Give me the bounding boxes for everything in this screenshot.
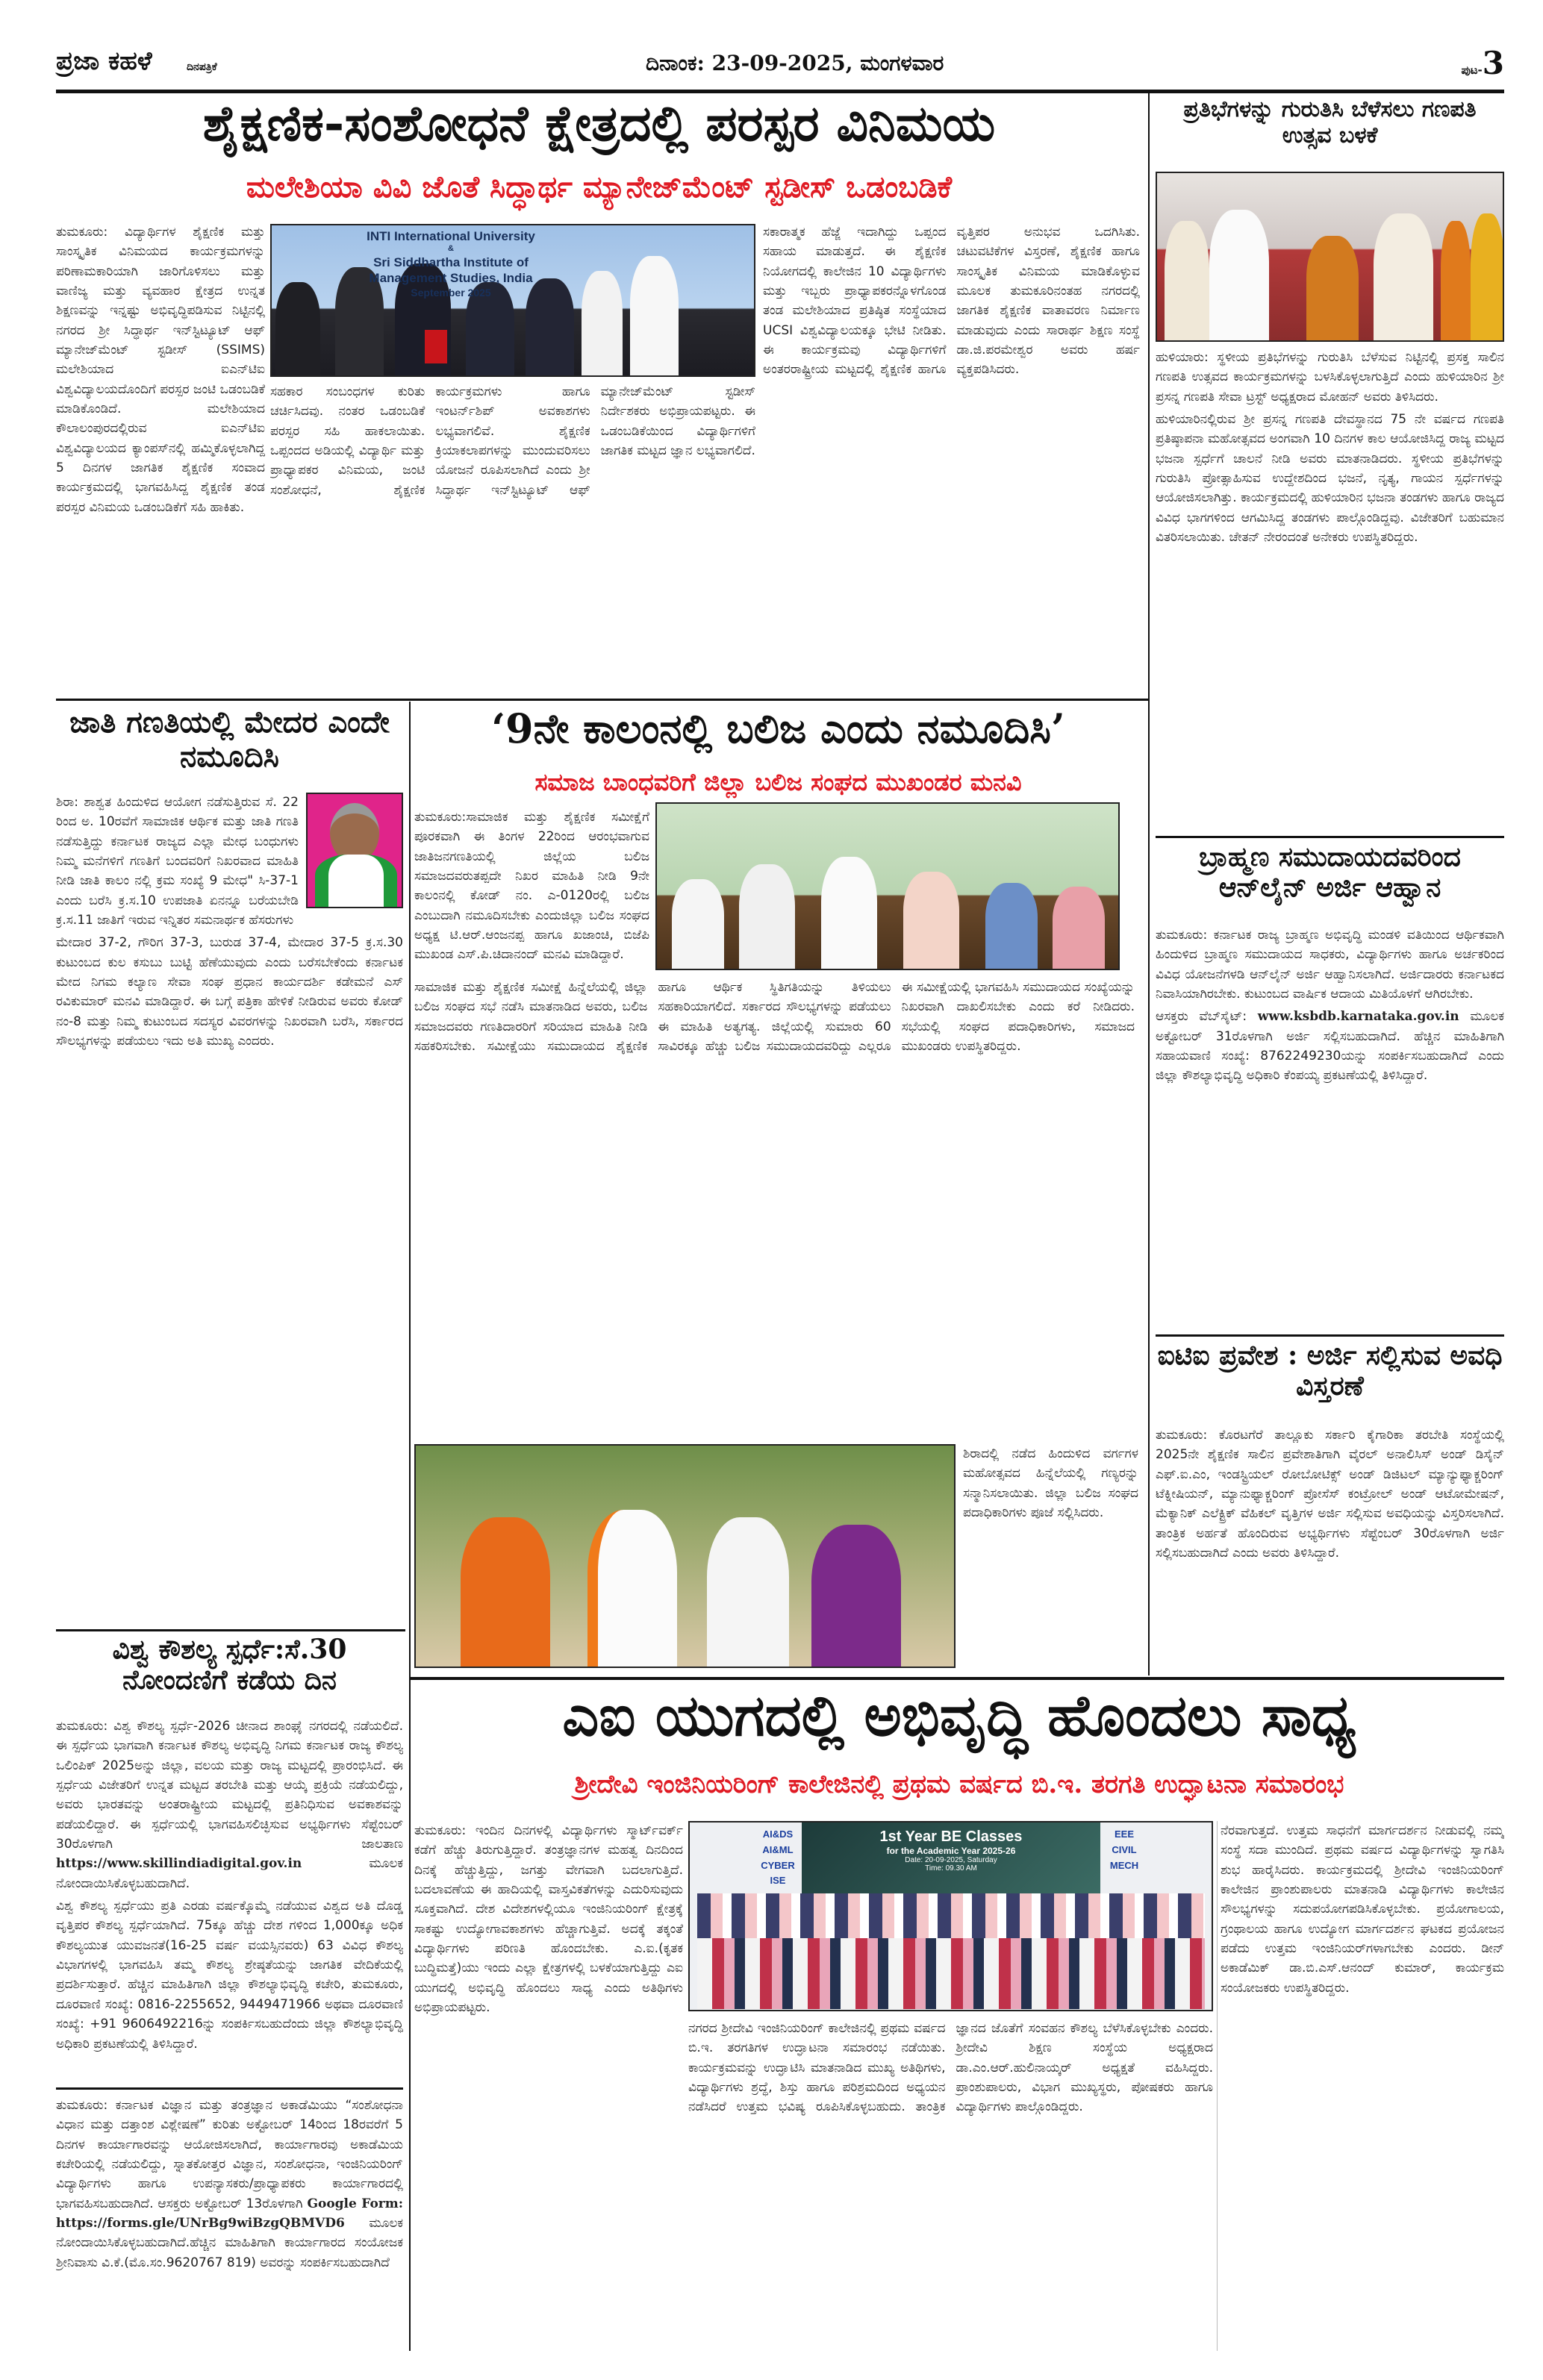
paragraph: ಮೇದಾರ 37-2, ಗೌರಿಗ 37-3, ಬುರುಡ 37-4, ಮೇದಾರ 37-5 ಕ್ರ.ಸ.30 ಕುಟುಂಬದ ಕುಲ ಕಸುಬು ಬುಟ್ಟಿ ಹೆಣೆಯುವುದು ಎಂದು ಬರೆಸಬೇಕೆಂದು ಕರ್ನಾಟಕ ಮೇದ ನಿಗಮ ಕಲ್ಯಾಣ ಸೇವಾ ಸಂಘ ಪ್ರಧಾನ ಕಾರ್ಯದರ್ಶಿ ಕಡೇಮನೆ ಎಸ್ ರವಿಕುಮಾರ್ ಮನವಿ ಮಾಡಿದ್ದಾರೆ. ಈ ಬಗ್ಗೆ ಪತ್ರಿಕಾ ಹೇಳಿಕೆ ನೀಡಿರುವ ಅವರು ಕೋಡ್ ನಂ-8 ಮತ್ತು ನಿಮ್ಮ ಕುಟುಂಬದ ಸದಸ್ಯರ ವಿವರಗಳನ್ನು ನಿಖರವಾಗಿ ಬರೆಸಿ, ಸರ್ಕಾರದ ಸೌಲಭ್ಯಗಳನ್ನು ಪಡೆಯಲು ಇದು ಅತಿ ಮುಖ್ಯ ಎಂದರು. xyxy=(56,935,403,1049)
workshop-body xyxy=(56,2096,403,2320)
paragraph: ಹುಳಿಯಾರಿನಲ್ಲಿರುವ ಶ್ರೀ ಪ್ರಸನ್ನ ಗಣಪತಿ ದೇವಸ್ಥಾನದ 75 ನೇ ವರ್ಷದ ಗಣಪತಿ ಪ್ರತಿಷ್ಠಾಪನಾ ಮಹೋತ್ಸವದ ಅಂಗವಾಗಿ 10 ದಿನಗಳ ಕಾಲ ಆಯೋಜಿಸಿದ್ದ ರಾಜ್ಯ ಮಟ್ಟದ ಭಜನಾ ಸ್ಪರ್ಧೆಗೆ ಚಾಲನೆ ನೀಡಿ ಅವರು ಮಾತನಾಡಿದರು. ಸ್ಥಳೀಯ ಪ್ರತಿಭೆಗಳನ್ನು ಗುರುತಿಸಿ ಪ್ರೋತ್ಸಾಹಿಸುವ ಉದ್ದೇಶದಿಂದ ಭಜನೆ, ನೃತ್ಯ, ಗಾಯನ ಸ್ಪರ್ಧೆಗಳನ್ನು ಆಯೋಜಿಸಲಾಗಿತ್ತು. ಕಾರ್ಯಕ್ರಮದಲ್ಲಿ ಹುಳಿಯಾರಿನ ಭಜನಾ ತಂಡಗಳು ಹಾಗೂ ರಾಜ್ಯದ ವಿವಿಧ ಭಾಗಗಳಿಂದ ಆಗಮಿಸಿದ್ದ ತಂಡಗಳು ಪಾಲ್ಗೊಂಡಿದ್ದವು. ವಿಜೇತರಿಗೆ ಬಹುಮಾನ ವಿತರಿಸಲಾಯಿತು. ಚೇತನ್ ನೇರಂದಂತೆ ಅನೇಕರು ಉಪಸ್ಥಿತರಿದ್ದರು. xyxy=(1156,412,1504,546)
section-rule xyxy=(56,1629,405,1631)
banner-line: INTI International University xyxy=(367,229,535,243)
column-divider xyxy=(409,702,411,2351)
masthead xyxy=(56,45,1504,93)
masthead-rule xyxy=(56,90,1504,93)
banner-line: Time: 09.30 AM xyxy=(925,1864,977,1873)
section-rule xyxy=(1156,836,1504,838)
ganapati-headline: ಪ್ರತಿಭೆಗಳನ್ನು ಗುರುತಿಸಿ ಬೆಳೆಸಲು ಗಣಪತಿ ಉತ್ಸವ ಬಳಕೆ xyxy=(1183,96,1477,149)
ai-body-3: ನೆರವಾಗುತ್ತದೆ. ಉತ್ತಮ ಸಾಧನೆಗೆ ಮಾರ್ಗದರ್ಶನ ನೀಡುವಲ್ಲಿ ನಮ್ಮ ಸಂಸ್ಥೆ ಸದಾ ಮುಂದಿದೆ. ಪ್ರಥಮ ವರ್ಷದ ವಿದ್ಯಾರ್ಥಿಗಳನ್ನು ಸ್ವಾಗತಿಸಿ ಶುಭ ಹಾರೈಸಿದರು. ಕಾರ್ಯಕ್ರಮದಲ್ಲಿ ಶ್ರೀದೇವಿ ಇಂಜಿನಿಯರಿಂಗ್ ಕಾಲೇಜಿನ ಪ್ರಾಂಶುಪಾಲರು ಮಾತನಾಡಿ ವಿದ್ಯಾರ್ಥಿಗಳು ಕಾಲೇಜಿನ ಸೌಲಭ್ಯಗಳನ್ನು ಸದುಪಯೋಗಪಡಿಸಿಕೊಳ್ಳಬೇಕು. ಪ್ರಯೋಗಾಲಯ, ಗ್ರಂಥಾಲಯ ಹಾಗೂ ಉದ್ಯೋಗ ಮಾರ್ಗದರ್ಶನ ಘಟಕದ ಪ್ರಯೋಜನ ಪಡೆದು ಉತ್ತಮ ಇಂಜಿನಿಯರ್‌ಗಳಾಗಬೇಕು ಎಂದರು. ಡೀನ್ ಅಕಾಡೆಮಿಕ್ ಡಾ.ಬಿ.ಎಸ್.ಆನಂದ್ ಕುಮಾರ್, ಕಾರ್ಯಕ್ರಮ ಸಂಯೋಜಕರು ಉಪಸ್ಥಿತರಿದ್ದರು. xyxy=(1221,1823,1504,1996)
issue-date: ದಿನಾಂಕ: 23-09-2025, ಮಂಗಳವಾರ xyxy=(646,51,944,75)
paragraph: ವಿಶ್ವ ಕೌಶಲ್ಯ ಸ್ಪರ್ಧೆಯು ಪ್ರತಿ ಎರಡು ವರ್ಷಕ್ಕೊಮ್ಮೆ ನಡೆಯುವ ವಿಶ್ವದ ಅತಿ ದೊಡ್ಡ ವೃತ್ತಿಪರ ಕೌಶಲ್ಯ ಸ್ಪರ್ಧೆಯಾಗಿದೆ. 75ಕ್ಕೂ ಹೆಚ್ಚು ದೇಶ ಗಳಿಂದ 1,000ಕ್ಕೂ ಅಧಿಕ ಕೌಶಲ್ಯಯುತ ಯುವಜನತೆ(16-25 ವರ್ಷ ವಯಸ್ಸಿನವರು) 63 ವಿವಿಧ ಕೌಶಲ್ಯ ವಿಭಾಗಗಳಲ್ಲಿ ಭಾಗವಹಿಸಿ ತಮ್ಮ ಕೌಶಲ್ಯ ಶ್ರೇಷ್ಠತೆಯನ್ನು ಜಾಗತಿಕ ವೇದಿಕೆಯಲ್ಲಿ ಪ್ರದರ್ಶಿಸುತ್ತಾರೆ. ಹೆಚ್ಚಿನ ಮಾಹಿತಿಗಾಗಿ ಜಿಲ್ಲಾ ಕೌಶಲ್ಯಾಭಿವೃದ್ಧಿ ಕಚೇರಿ, ತುಮಕೂರು, ದೂರವಾಣಿ ಸಂಖ್ಯೆ: 0816-2255652, 9449471966 ಅಥವಾ ದೂರವಾಣಿ ಸಂಖ್ಯೆ: +91 9606492216ನ್ನು ಸಂಪರ್ಕಿಸಬಹುದೆಂದು ಜಿಲ್ಲಾ ಕೌಶಲ್ಯಾಭಿವೃದ್ಧಿ ಅಧಿಕಾರಿ ಪ್ರಕಟಣೆಯಲ್ಲಿ ತಿಳಿಸಿದ್ದಾರೆ. xyxy=(56,1899,403,2052)
text: ತುಮಕೂರು: ವಿಶ್ವ ಕೌಶಲ್ಯ ಸ್ಪರ್ಧೆ-2026 ಚೀನಾದ ಶಾಂಘೈ ನಗರದಲ್ಲಿ ನಡೆಯಲಿದೆ. ಈ ಸ್ಪರ್ಧೆಯ ಭಾಗವಾಗಿ ಕರ್ನಾಟಕ ಕೌಶಲ್ಯ ಅಭಿವೃದ್ಧಿ ನಿಗಮ ಕರ್ನಾಟಕ ರಾಜ್ಯ ಕೌಶಲ್ಯ ಒಲಿಂಪಿಕ್ 2025ಅನ್ನು ಜಿಲ್ಲಾ, ವಲಯ ಮತ್ತು ರಾಜ್ಯ ಮಟ್ಟದಲ್ಲಿ ಪ್ರಾರಂಭಿಸಿದೆ. ಈ ಸ್ಪರ್ಧೆಯ ವಿಜೇತರಿಗೆ ಉನ್ನತ ಮಟ್ಟದ ತರಬೇತಿ ಮತ್ತು ಆಯ್ಕೆ ಪ್ರಕ್ರಿಯೆ ನಡೆಯಲಿದ್ದು, ಅವರು ಭಾರತವನ್ನು ಅಂತರಾಷ್ಟ್ರೀಯ ಮಟ್ಟದಲ್ಲಿ ಪ್ರತಿನಿಧಿಸುವ ಅವಕಾಶವನ್ನು ಪಡೆಯಲಿದ್ದಾರೆ. ಈ ಸ್ಪರ್ಧೆಯಲ್ಲಿ ಭಾಗವಹಿಸಲಿಚ್ಛಿಸುವ ಅಭ್ಯರ್ಥಿಗಳು ಸೆಪ್ಟೆಂಬರ್ 30ರೊಳಗಾಗಿ ಜಾಲತಾಣ xyxy=(56,1719,403,1852)
section-rule xyxy=(411,1677,1504,1680)
lead-column-3: ಸಕಾರಾತ್ಮಕ ಹೆಜ್ಜೆ ಇದಾಗಿದ್ದು ಒಪ್ಪಂದ ಸಹಾಯ ಮಾಡುತ್ತದೆ. ಈ ಶೈಕ್ಷಣಿಕ ನಿಯೋಗದಲ್ಲಿ ಕಾಲೇಜಿನ 10 ವಿದ್ಯಾರ್ಥಿಗಳು ಮತ್ತು ಇಬ್ಬರು ಪ್ರಾಧ್ಯಾಪಕರನ್ನೊಳಗೊಂಡ ತಂಡ ಮಲೇಶಿಯಾದ ಪ್ರತಿಷ್ಠಿತ ಸಂಸ್ಥೆಯಾದ UCSI ವಿಶ್ವವಿದ್ಯಾಲಯಕ್ಕೂ ಭೇಟಿ ನೀಡಿತು. ಈ ಕಾರ್ಯಕ್ರಮವು ವಿದ್ಯಾರ್ಥಿಗಳಿಗೆ ಅಂತರರಾಷ್ಟ್ರೀಯ ಮಟ್ಟದಲ್ಲಿ ಶೈಕ್ಷಣಿಕ ಹಾಗೂ ವೃತ್ತಿಪರ ಅನುಭವ ಒದಗಿಸಿತು. ಚಟುವಟಿಕೆಗಳ ವಿಸ್ತರಣೆ, ಶೈಕ್ಷಣಿಕ ಹಾಗೂ ಸಾಂಸ್ಕೃತಿಕ ವಿನಿಮಯ ಮಾಡಿಕೊಳ್ಳುವ ಮೂಲಕ ತುಮಕೂರಿನಂತಹ ನಗರದಲ್ಲಿ ಜಾಗತಿಕ ಶೈಕ್ಷಣಿಕ ವಾತಾವರಣ ನಿರ್ಮಾಣ ಮಾಡುವುದು ಎಂದು ಸಾರಾರ್ಥ ಶಿಕ್ಷಣ ಸಂಸ್ಥೆ ಡಾ.ಜಿ.ಪರಮೇಶ್ವರ ಅವರು ಹರ್ಷ ವ್ಯಕ್ತಪಡಿಸಿದರು. xyxy=(763,225,1140,378)
balija-body-2: ಸಾಮಾಜಿಕ ಮತ್ತು ಶೈಕ್ಷಣಿಕ ಸಮೀಕ್ಷೆ ಹಿನ್ನೆಲೆಯಲ್ಲಿ ಜಿಲ್ಲಾ ಬಲಿಜ ಸಂಘದ ಸಭೆ ನಡೆಸಿ ಮಾತನಾಡಿದ ಅವರು, ಬಲಿಜ ಸಮಾಜದವರು ಗಣತಿದಾರರಿಗೆ ಸರಿಯಾದ ಮಾಹಿತಿ ನೀಡಿ ಸಹಕರಿಸಬೇಕು. ಸಮೀಕ್ಷೆಯು ಸಮುದಾಯದ ಶೈಕ್ಷಣಿಕ ಹಾಗೂ ಆರ್ಥಿಕ ಸ್ಥಿತಿಗತಿಯನ್ನು ತಿಳಿಯಲು ಸಹಕಾರಿಯಾಗಲಿದೆ. ಸರ್ಕಾರದ ಸೌಲಭ್ಯಗಳನ್ನು ಪಡೆಯಲು ಈ ಮಾಹಿತಿ ಅತ್ಯಗತ್ಯ. ಜಿಲ್ಲೆಯಲ್ಲಿ ಸುಮಾರು 60 ಸಾವಿರಕ್ಕೂ ಹೆಚ್ಚು ಬಲಿಜ ಸಮುದಾಯದವರಿದ್ದು ಎಲ್ಲರೂ ಈ ಸಮೀಕ್ಷೆಯಲ್ಲಿ ಭಾಗವಹಿಸಿ ಸಮುದಾಯದ ಸಂಖ್ಯೆಯನ್ನು ನಿಖರವಾಗಿ ದಾಖಲಿಸಬೇಕು ಎಂದು ಕರೆ ನೀಡಿದರು. ಸಭೆಯಲ್ಲಿ ಸಂಘದ ಪದಾಧಿಕಾರಿಗಳು, ಸಮಾಜದ ಮುಖಂಡರು ಉಪಸ್ಥಿತರಿದ್ದರು. xyxy=(414,980,1135,1055)
text: ಮೂಲಕ ಅಕ್ಟೋಬರ್ 31ರೊಳಗಾಗಿ ಅರ್ಜಿ ಸಲ್ಲಿಸಬಹುದಾಗಿದೆ. ಹೆಚ್ಚಿನ ಮಾಹಿತಿಗಾಗಿ ಸಹಾಯವಾಣಿ ಸಂಖ್ಯೆ: 8762249230ಯನ್ನು ಸಂಪರ್ಕಿಸಬಹುದಾಗಿದೆ ಎಂದು ಜಿಲ್ಲಾ ಕೌಶಲ್ಯಾಭಿವೃದ್ಧಿ ಅಧಿಕಾರಿ ಕೆಂಪಯ್ಯ ಪ್ರಕಟಣೆಯಲ್ಲಿ ತಿಳಿಸಿದ್ದಾರೆ. xyxy=(1156,1009,1504,1084)
ganapati-photo xyxy=(1156,172,1504,342)
section-rule xyxy=(56,2087,403,2090)
balija-meeting-photo xyxy=(655,802,1120,970)
section-rule xyxy=(1156,1334,1504,1337)
brahmin-body xyxy=(1156,925,1504,1328)
red-folder xyxy=(425,330,447,363)
paragraph: ಹುಳಿಯಾರು: ಸ್ಥಳೀಯ ಪ್ರತಿಭೆಗಳನ್ನು ಗುರುತಿಸಿ ಬೆಳೆಸುವ ನಿಟ್ಟಿನಲ್ಲಿ ಪ್ರಸಕ್ತ ಸಾಲಿನ ಗಣಪತಿ ಉತ್ಸವದ ಕಾರ್ಯಕ್ರಮಗಳನ್ನು ಬಳಸಿಕೊಳ್ಳಲಾಗುತ್ತಿದೆ ಎಂದು ಹುಳಿಯಾರಿನ ಶ್ರೀ ಪ್ರಸನ್ನ ಗಣಪತಿ ಸೇವಾ ಟ್ರಸ್ಟ್ ಅಧ್ಯಕ್ಷರಾದ ಮೋಹನ್ ಅವರು ತಿಳಿಸಿದರು. xyxy=(1156,350,1504,405)
lead-column-1: ತುಮಕೂರು: ವಿದ್ಯಾರ್ಥಿಗಳ ಶೈಕ್ಷಣಿಕ ಮತ್ತು ಸಾಂಸ್ಕೃತಿಕ ವಿನಿಮಯದ ಕಾರ್ಯಕ್ರಮಗಳನ್ನು ಪರಿಣಾಮಕಾರಿಯಾಗಿ ಜಾರಿಗೊಳಿಸಲು ಮತ್ತು ವಾಣಿಜ್ಯ ಮತ್ತು ವ್ಯವಹಾರ ಕ್ಷೇತ್ರದ ಉನ್ನತ ಶಿಕ್ಷಣವನ್ನು ಇನ್ನಷ್ಟು ಅಭಿವೃದ್ಧಿಪಡಿಸುವ ನಿಟ್ಟಿನಲ್ಲಿ ನಗರದ ಶ್ರೀ ಸಿದ್ಧಾರ್ಥ ಇನ್‌ಸ್ಟಿಟ್ಯೂಟ್ ಆಫ್ ಮ್ಯಾನೇಜ್‌ಮೆಂಟ್ ಸ್ಟಡೀಸ್ (SSIMS) ಮಲೇಶಿಯಾದ ಐಎನ್‌ಟಿಐ ವಿಶ್ವವಿದ್ಯಾಲಯದೊಂದಿಗೆ ಪರಸ್ಪರ ಜಂಟಿ ಒಡಂಬಡಿಕೆ ಮಾಡಿಕೊಂಡಿದೆ. ಮಲೇಶಿಯಾದ ಕೌಲಾಲಂಪುರದಲ್ಲಿರುವ ಐಎನ್‌ಟಿಐ ವಿಶ್ವವಿದ್ಯಾಲಯದ ಕ್ಯಾಂಪಸ್‌ನಲ್ಲಿ ಹಮ್ಮಿಕೊಳ್ಳಲಾಗಿದ್ದ 5 ದಿನಗಳ ಜಾಗತಿಕ ಶೈಕ್ಷಣಿಕ ಸಂವಾದ ಕಾರ್ಯಕ್ರಮದಲ್ಲಿ ಭಾಗವಹಿಸಿದ್ದ ಶೈಕ್ಷಣಿಕ ತಂಡ ಪರಸ್ಪರ ವಿನಿಮಯ ಒಡಂಬಡಿಕೆಗೆ ಸಹಿ ಹಾಕಿತು. xyxy=(56,225,265,515)
skills-body xyxy=(56,1717,403,2082)
newspaper-logo: ಪ್ರಜಾ ಕಹಳೆ xyxy=(56,46,152,76)
google-form-link[interactable]: https://forms.gle/UNrBg9wiBzgQBMVD6 xyxy=(56,2216,345,2231)
banner-line: September 2025 xyxy=(411,286,491,299)
banner-title xyxy=(802,1828,1100,1873)
text: ಮೂಲಕ ನೋಂದಾಯಿಸಿಕೊಳ್ಳಬಹುದಾಗಿದೆ. xyxy=(56,1856,403,1891)
banner-line: Sri Siddhartha Institute of xyxy=(373,255,529,269)
website-link[interactable]: www.ksbdb.karnataka.gov.in xyxy=(1257,1009,1459,1025)
ai-body-2: ನಗರದ ಶ್ರೀದೇವಿ ಇಂಜಿನಿಯರಿಂಗ್ ಕಾಲೇಜಿನಲ್ಲಿ ಪ್ರಥಮ ವರ್ಷದ ಬಿ.ಇ. ತರಗತಿಗಳ ಉದ್ಘಾಟನಾ ಸಮಾರಂಭ ನಡೆಯಿತು. ಕಾರ್ಯಕ್ರಮವನ್ನು ಉದ್ಘಾಟಿಸಿ ಮಾತನಾಡಿದ ಮುಖ್ಯ ಅತಿಥಿಗಳು, ವಿದ್ಯಾರ್ಥಿಗಳು ಶ್ರದ್ಧೆ, ಶಿಸ್ತು ಹಾಗೂ ಪರಿಶ್ರಮದಿಂದ ಅಧ್ಯಯನ ನಡೆಸಿದರೆ ಉತ್ತಮ ಭವಿಷ್ಯ ರೂಪಿಸಿಕೊಳ್ಳಬಹುದು. ತಾಂತ್ರಿಕ ಜ್ಞಾನದ ಜೊತೆಗೆ ಸಂವಹನ ಕೌಶಲ್ಯ ಬೆಳೆಸಿಕೊಳ್ಳಬೇಕು ಎಂದರು. ಶ್ರೀದೇವಿ ಶಿಕ್ಷಣ ಸಂಸ್ಥೆಯ ಅಧ್ಯಕ್ಷರಾದ ಡಾ.ಎಂ.ಆರ್.ಹುಲಿನಾಯ್ಕರ್ ಅಧ್ಯಕ್ಷತೆ ವಹಿಸಿದ್ದರು. ಪ್ರಾಂಶುಪಾಲರು, ವಿಭಾಗ ಮುಖ್ಯಸ್ಥರು, ಪೋಷಕರು ಹಾಗೂ ವಿದ್ಯಾರ್ಥಿಗಳು ಪಾಲ್ಗೊಂಡಿದ್ದರು. xyxy=(688,2021,1213,2115)
ganapati-body xyxy=(1156,348,1504,829)
column-divider-right xyxy=(1148,93,1150,1675)
page-number-value: 3 xyxy=(1482,45,1504,81)
dept-list-right: EEE CIVIL MECH xyxy=(1109,1828,1139,1871)
page-label: ಪುಟ- xyxy=(1461,63,1483,77)
banner-line: for the Academic Year 2025-26 xyxy=(886,1846,1016,1856)
iti-body: ತುಮಕೂರು: ಕೊರಟಗೆರೆ ತಾಲ್ಲೂಕು ಸರ್ಕಾರಿ ಕೈಗಾರಿಕಾ ತರಬೇತಿ ಸಂಸ್ಥೆಯಲ್ಲಿ 2025ನೇ ಶೈಕ್ಷಣಿಕ ಸಾಲಿನ ಪ್ರವೇಶಾತಿಗಾಗಿ ವೈರಲ್ ಅನಾಲಿಸಿಸ್ ಅಂಡ್ ಡಿಸೈನ್ ಎಫ್.ಐ.ಎಂ, ಇಂಡಸ್ಟ್ರಿಯಲ್ ರೋಬೋಟಿಕ್ಸ್ ಅಂಡ್ ಡಿಜಿಟಲ್ ಮ್ಯಾನ್ಯುಫ್ಯಾಕ್ಚರಿಂಗ್ ಟೆಕ್ನೀಷಿಯನ್, ಮ್ಯಾನುಫ್ಯಾಕ್ಚರಿಂಗ್ ಪ್ರೋಸೆಸ್ ಕಂಟ್ರೋಲ್ ಅಂಡ್ ಆಟೋಮೇಷನ್, ಮೆಕ್ಯಾನಿಕ್ ಎಲೆಕ್ಟ್ರಿಕ್ ವೆಹಿಕಲ್ ವೃತ್ತಿಗಳ ಅರ್ಜಿ ಸಲ್ಲಿಸುವ ಅವಧಿಯನ್ನು ವಿಸ್ತರಿಸಲಾಗಿದೆ. ತಾಂತ್ರಿಕ ಅರ್ಹತೆ ಹೊಂದಿರುವ ಅಭ್ಯರ್ಥಿಗಳು ಸೆಪ್ಟೆಂಬರ್ 30ರೊಳಗಾಗಿ ಅರ್ಜಿ ಸಲ್ಲಿಸಬಹುದಾಗಿದೆ ಎಂದು ಅವರು ತಿಳಿಸಿದ್ದಾರೆ. xyxy=(1156,1428,1504,1561)
balija-body-1: ತುಮಕೂರು:ಸಾಮಾಜಿಕ ಮತ್ತು ಶೈಕ್ಷಣಿಕ ಸಮೀಕ್ಷೆಗೆ ಪೂರಕವಾಗಿ ಈ ತಿಂಗಳ 22ರಿಂದ ಆರಂಭವಾಗುವ ಜಾತಿಜನಗಣತಿಯಲ್ಲಿ ಜಿಲ್ಲೆಯ ಬಲಿಜ ಸಮಾಜದವರುತಪ್ಪದೇ ನಿಖರ ಮಾಹಿತಿ ನೀಡಿ 9ನೇ ಕಾಲಂನಲ್ಲಿ ಕೋಡ್ ನಂ. ಎ-0120ರಲ್ಲಿ ಬಲಿಜ ಎಂಬುದಾಗಿ ನಮೂದಿಸಬೇಕು ಎಂದುಜಿಲ್ಲಾ ಬಲಿಜ ಸಂಘದ ಅಧ್ಯಕ್ಷ ಟಿ.ಆರ್.ಆಂಜನಪ್ಪ ಹಾಗೂ ಖಜಾಂಚಿ, ಬಿಜೆಪಿ ಮುಖಂಡ ಎಸ್.ಪಿ.ಚಿದಾನಂದ್ ಮನವಿ ಮಾಡಿದ್ದಾರೆ. xyxy=(414,810,649,963)
lead-headline: ಶೈಕ್ಷಣಿಕ-ಸಂಶೋಧನೆ ಕ್ಷೇತ್ರದಲ್ಲಿ ಪರಸ್ಪರ ವಿನಿಮಯ xyxy=(202,94,996,152)
ai-class-inauguration-photo xyxy=(688,1821,1213,2011)
lead-subheadline: ಮಲೇಶಿಯಾ ವಿವಿ ಜೊತೆ ಸಿದ್ಧಾರ್ಥ ಮ್ಯಾನೇಜ್‌ಮೆಂಟ್ ಸ್ಟಡೀಸ್ ಒಡಂಬಡಿಕೆ xyxy=(246,169,953,204)
balija-headline: ‘9ನೇ ಕಾಲಂನಲ್ಲಿ ಬಲಿಜ ಎಂದು ನಮೂದಿಸಿ’ xyxy=(491,705,1065,752)
lead-photo-mou-signing xyxy=(270,224,755,377)
caste-body xyxy=(56,793,403,1625)
balija-subheadline: ಸಮಾಜ ಬಾಂಧವರಿಗೆ ಜಿಲ್ಲಾ ಬಲಿಜ ಸಂಘದ ಮುಖಂಡರ ಮನವಿ xyxy=(534,768,1022,796)
iti-headline: ಐಟಿಐ ಪ್ರವೇಶ : ಅರ್ಜಿ ಸಲ್ಲಿಸುವ ಅವಧಿ ವಿಸ್ತರಣೆ xyxy=(1157,1340,1503,1402)
brahmin-headline: ಬ್ರಾಹ್ಮಣ ಸಮುದಾಯದವರಿಂದ ಆನ್‌ಲೈನ್ ಅರ್ಜಿ ಆಹ್ವಾನ xyxy=(1199,841,1461,904)
banner-line: Date: 20-09-2025, Saturday xyxy=(905,1856,997,1864)
balija-body-3: ಶಿರಾದಲ್ಲಿ ನಡೆದ ಹಿಂದುಳಿದ ವರ್ಗಗಳ ಮಹೋತ್ಸವದ ಹಿನ್ನೆಲೆಯಲ್ಲಿ ಗಣ್ಯರನ್ನು ಸನ್ಮಾನಿಸಲಾಯಿತು. ಜಿಲ್ಲಾ ಬಲಿಜ ಸಂಘದ ಪದಾಧಿಕಾರಿಗಳು ಪೂಜೆ ಸಲ್ಲಿಸಿದರು. xyxy=(963,1446,1138,1521)
text: ಮೂಲಕ ನೋಂದಾಯಿಸಿಕೊಳ್ಳಬಹುದಾಗಿದೆ.ಹೆಚ್ಚಿನ ಮಾಹಿತಿಗಾಗಿ ಕಾರ್ಯಾಗಾರದ ಸಂಯೋಜಕ ಶ್ರೀನಿವಾಸು ವಿ.ಕೆ.(ಮೊ.ಸಂ.9620767 819) ಅವರನ್ನು ಸಂಪರ್ಕಿಸಬಹುದಾಗಿದೆ xyxy=(56,2216,403,2270)
newspaper-logo-sub: ದಿನಪತ್ರಿಕೆ xyxy=(187,61,217,73)
balija-celebration-photo xyxy=(414,1444,956,1668)
google-form-label: Google Form: xyxy=(307,2196,403,2211)
section-rule xyxy=(56,699,1148,701)
text: ಆಸಕ್ತರು ವೆಬ್‌ಸೈಟ್: xyxy=(1156,1009,1247,1025)
paragraph: ತುಮಕೂರು: ಕರ್ನಾಟಕ ರಾಜ್ಯ ಬ್ರಾಹ್ಮಣ ಅಭಿವೃದ್ಧಿ ಮಂಡಳಿ ವತಿಯಿಂದ ಆರ್ಥಿಕವಾಗಿ ಹಿಂದುಳಿದ ಬ್ರಾಹ್ಮಣ ಸಮುದಾಯದ ಸಾಧಕರು, ವಿದ್ಯಾರ್ಥಿಗಳು ಹಾಗೂ ಅರ್ಚಕರಿಂದ ವಿವಿಧ ಯೋಜನೆಗಳಡಿ ಆನ್‌ಲೈನ್ ಅರ್ಜಿ ಆಹ್ವಾನಿಸಲಾಗಿದೆ. ಅರ್ಜಿದಾರರು ಕರ್ನಾಟಕದ ನಿವಾಸಿಯಾಗಿರಬೇಕು. ಕುಟುಂಬದ ವಾರ್ಷಿಕ ಆದಾಯ ಮಿತಿಯೊಳಗೆ ಆಗಿರಬೇಕು. xyxy=(1156,928,1504,1002)
text: ತುಮಕೂರು: ಕರ್ನಾಟಕ ವಿಜ್ಞಾನ ಮತ್ತು ತಂತ್ರಜ್ಞಾನ ಅಕಾಡೆಮಿಯು “ಸಂಶೋಧನಾ ವಿಧಾನ ಮತ್ತು ದತ್ತಾಂಶ ವಿಶ್ಲೇಷಣೆ” ಕುರಿತು ಅಕ್ಟೋಬರ್ 14ರಿಂದ 18ರವರೆಗೆ 5 ದಿನಗಳ ಕಾರ್ಯಾಗಾರವನ್ನು ಆಯೋಜಿಸಲಾಗಿದೆ, ಕಾರ್ಯಾಗಾರವು ಅಕಾಡೆಮಿಯ ಕಚೇರಿಯಲ್ಲಿ ನಡೆಯಲಿದ್ದು, ಸ್ನಾತಕೋತ್ತರ ವಿಜ್ಞಾನ, ಸಂಶೋಧನಾ, ಇಂಜಿನಿಯರಿಂಗ್ ವಿದ್ಯಾರ್ಥಿಗಳು ಹಾಗೂ ಉಪನ್ಯಾಸಕರು/ಪ್ರಾಧ್ಯಾಪಕರು ಕಾರ್ಯಾಗಾರದಲ್ಲಿ ಭಾಗವಹಿಸಬಹುದಾಗಿದೆ. ಆಸಕ್ತರು ಅಕ್ಟೋಬರ್ 13ರೊಳಗಾಗಿ xyxy=(56,2098,403,2211)
ai-subheadline: ಶ್ರೀದೇವಿ ಇಂಜಿನಿಯರಿಂಗ್ ಕಾಲೇಜಿನಲ್ಲಿ ಪ್ರಥಮ ವರ್ಷದ ಬಿ.ಇ. ತರಗತಿ ಉದ್ಘಾಟನಾ ಸಮಾರಂಭ xyxy=(574,1770,1344,1799)
paragraph: ಶಿರಾ: ಶಾಶ್ವತ ಹಿಂದುಳಿದ ಆಯೋಗ ನಡೆಸುತ್ತಿರುವ ಸೆ. 22 ರಿಂದ ಅ. 10ರವೆಗೆ ಸಾಮಾಜಿಕ ಆರ್ಥಿಕ ಮತ್ತು ಜಾತಿ ಗಣತಿ ನಡೆಸುತ್ತಿದ್ದು ಕರ್ನಾಟಕ ರಾಜ್ಯದ ಎಲ್ಲಾ ಮೇಧ ಬಂಧುಗಳು ನಿಮ್ಮ ಮನೆಗಳಿಗೆ ಗಣತಿಗೆ ಬಂದವರಿಗೆ ನಿಖರವಾದ ಮಾಹಿತಿ ನೀಡಿ ಜಾತಿ ಕಾಲಂ ನಲ್ಲಿ ಕ್ರಮ ಸಂಖ್ಯೆ 9 ಮೇಧ" ಸಿ-37-1 ಎಂದು ಬರೆಸಿ ಕ್ರ.ಸ.10 ಉಪಜಾತಿ ಏನನ್ನೂ ಬರೆಯಬೇಡಿ ಕ್ರ.ಸ.11 ಜಾತಿಗೆ ಇರುವ ಇನ್ನಿತರ ಸಮನಾರ್ಥಕ ಹೆಸರುಗಳು xyxy=(56,795,299,928)
skills-headline: ವಿಶ್ವ ಕೌಶಲ್ಯ ಸ್ಪರ್ಧೆ:ಸೆ.30 ನೋಂದಣಿಗೆ ಕಡೆಯ ದಿನ xyxy=(112,1634,347,1696)
ai-headline: ಎಐ ಯುಗದಲ್ಲಿ ಅಭಿವೃದ್ಧಿ ಹೊಂದಲು ಸಾಧ್ಯ xyxy=(562,1682,1356,1749)
banner-line: Management Studies, India xyxy=(369,271,533,286)
page-number xyxy=(1462,45,1504,81)
skillindia-link[interactable]: https://www.skillindiadigital.gov.in xyxy=(56,1856,302,1872)
dept-list-left: AI&DS AI&ML CYBER ISE xyxy=(761,1828,795,1887)
ai-body-1: ತುಮಕೂರು: ಇಂದಿನ ದಿನಗಳಲ್ಲಿ ವಿದ್ಯಾರ್ಥಿಗಳು ಸ್ಮಾರ್ಟ್‌ವರ್ಕ್ ಕಡೆಗೆ ಹೆಚ್ಚು ತಿರುಗುತ್ತಿದ್ದಾರೆ. ತಂತ್ರಜ್ಞಾನಗಳ ಮಹತ್ವ ದಿನದಿಂದ ದಿನಕ್ಕೆ ಹೆಚ್ಚುತ್ತಿದ್ದು, ಜಗತ್ತು ವೇಗವಾಗಿ ಬದಲಾಗುತ್ತಿದೆ. ಬದಲಾವಣೆಯ ಈ ಹಾದಿಯಲ್ಲಿ ವಾಸ್ತವಿಕತೆಗಳನ್ನು ಎದುರಿಸುವುದು ಸೂಕ್ತವಾಗಿದೆ. ದೇಶ ವಿದೇಶಗಳಲ್ಲಿಯೂ ಇಂಜಿನಿಯರಿಂಗ್ ಕ್ಷೇತ್ರಕ್ಕೆ ಸಾಕಷ್ಟು ಉದ್ಯೋಗಾವಕಾಶಗಳು ಹೆಚ್ಚಾಗುತ್ತಿವೆ. ಅದಕ್ಕೆ ತಕ್ಕಂತೆ ವಿದ್ಯಾರ್ಥಿಗಳು ಪರಿಣತಿ ಹೊಂದಬೇಕು. ಎ.ಐ.(ಕೃತಕ ಬುದ್ಧಿಮತ್ತೆ)ಯು ಇಂದು ಎಲ್ಲಾ ಕ್ಷೇತ್ರಗಳಲ್ಲಿ ಬಳಕೆಯಾಗುತ್ತಿದ್ದು ಎಐ ಯುಗದಲ್ಲಿ ಅಭಿವೃದ್ಧಿ ಹೊಂದಲು ಸಾಧ್ಯ ಎಂದು ಅತಿಥಿಗಳು ಅಭಿಪ್ರಾಯಪಟ್ಟರು. xyxy=(414,1823,683,2016)
lead-column-2: ಸಹಕಾರ ಸಂಬಂಧಗಳ ಕುರಿತು ಚರ್ಚಿಸಿದವು. ನಂತರ ಒಡಂಬಡಿಕೆ ಪರಸ್ಪರ ಸಹಿ ಹಾಕಲಾಯಿತು. ಒಪ್ಪಂದದ ಅಡಿಯಲ್ಲಿ ವಿದ್ಯಾರ್ಥಿ ಮತ್ತು ಪ್ರಾಧ್ಯಾಪಕರ ವಿನಿಮಯ, ಜಂಟಿ ಸಂಶೋಧನೆ, ಶೈಕ್ಷಣಿಕ ಕಾರ್ಯಕ್ರಮಗಳು ಹಾಗೂ ಇಂಟರ್ನ್‌ಶಿಪ್ ಅವಕಾಶಗಳು ಲಭ್ಯವಾಗಲಿವೆ. ಶೈಕ್ಷಣಿಕ ಕ್ರಿಯಾಕಲಾಪಗಳನ್ನು ಮುಂದುವರಿಸಲು ಯೋಜನೆ ರೂಪಿಸಲಾಗಿದೆ ಎಂದು ಶ್ರೀ ಸಿದ್ಧಾರ್ಥ ಇನ್‌ಸ್ಟಿಟ್ಯೂಟ್ ಆಫ್ ಮ್ಯಾನೇಜ್‌ಮೆಂಟ್ ಸ್ಟಡೀಸ್ ನಿರ್ದೇಶಕರು ಅಭಿಪ್ರಾಯಪಟ್ಟರು. ಈ ಒಡಂಬಡಿಕೆಯಿಂದ ವಿದ್ಯಾರ್ಥಿಗಳಿಗೆ ಜಾಗತಿಕ ಮಟ್ಟದ ಜ್ಞಾನ ಲಭ್ಯವಾಗಲಿದೆ. xyxy=(270,384,755,498)
column-divider xyxy=(1217,1821,1218,2351)
photo-banner xyxy=(317,228,585,299)
banner-line: 1st Year BE Classes xyxy=(879,1828,1023,1845)
banner-line: & xyxy=(448,244,454,254)
caste-headline: ಜಾತಿ ಗಣತಿಯಲ್ಲಿ ಮೇದರ ಎಂದೇ ನಮೂದಿಸಿ xyxy=(69,705,390,774)
